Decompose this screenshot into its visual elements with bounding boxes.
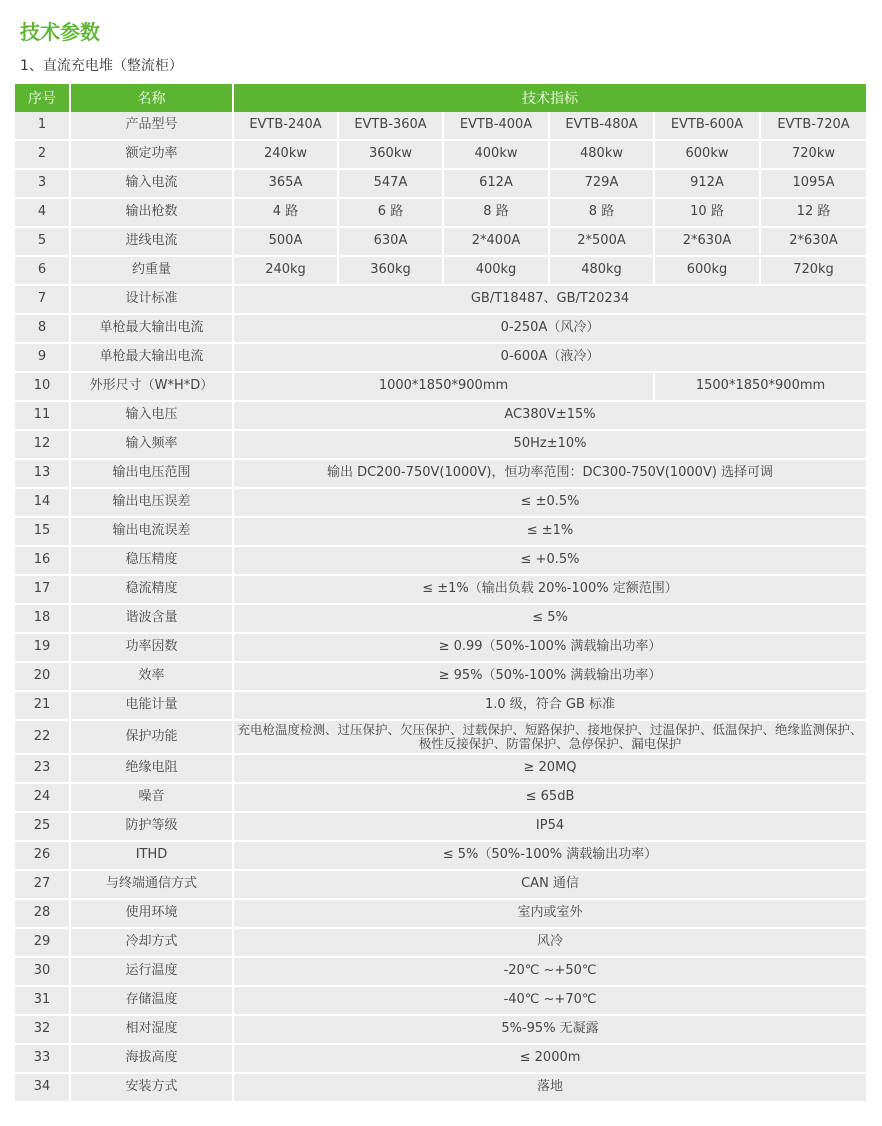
table-row (15, 576, 866, 605)
spec-value: 4 路 (234, 199, 339, 228)
table-row (15, 402, 866, 431)
row-number: 5 (15, 228, 71, 257)
row-name: 电能计量 (71, 692, 234, 721)
table-row (15, 460, 866, 489)
table-row (15, 518, 866, 547)
row-number: 13 (15, 460, 71, 489)
row-number: 4 (15, 199, 71, 228)
row-name: 稳压精度 (71, 547, 234, 576)
table-row (15, 286, 866, 315)
spec-value: ≥ 20MQ (234, 755, 866, 784)
table-row (15, 842, 866, 871)
row-number: 17 (15, 576, 71, 605)
spec-value: 240kg (234, 257, 339, 286)
spec-value: 0-250A（风冷） (234, 315, 866, 344)
row-number: 33 (15, 1045, 71, 1074)
spec-table (15, 84, 866, 1103)
row-name: 与终端通信方式 (71, 871, 234, 900)
spec-value: EVTB-360A (339, 112, 444, 141)
spec-value: 400kw (444, 141, 550, 170)
spec-value: 6 路 (339, 199, 444, 228)
table-row (15, 813, 866, 842)
table-row (15, 987, 866, 1016)
spec-value: ≥ 0.99（50%-100% 满载输出功率） (234, 634, 866, 663)
row-number: 1 (15, 112, 71, 141)
table-row (15, 663, 866, 692)
spec-value: EVTB-480A (550, 112, 655, 141)
spec-value: EVTB-720A (761, 112, 866, 141)
row-number: 9 (15, 344, 71, 373)
row-number: 8 (15, 315, 71, 344)
spec-value: ≥ 95%（50%-100% 满载输出功率） (234, 663, 866, 692)
row-name: 防护等级 (71, 813, 234, 842)
row-number: 26 (15, 842, 71, 871)
spec-value: 365A (234, 170, 339, 199)
row-name: 输出电压误差 (71, 489, 234, 518)
row-number: 34 (15, 1074, 71, 1103)
table-row (15, 315, 866, 344)
table-row (15, 431, 866, 460)
table-row (15, 634, 866, 663)
spec-value: EVTB-400A (444, 112, 550, 141)
table-row (15, 1016, 866, 1045)
spec-value: 室内或室外 (234, 900, 866, 929)
spec-value: 360kg (339, 257, 444, 286)
row-number: 31 (15, 987, 71, 1016)
row-number: 3 (15, 170, 71, 199)
row-name: 输入频率 (71, 431, 234, 460)
spec-value: 729A (550, 170, 655, 199)
spec-value: ≤ 2000m (234, 1045, 866, 1074)
spec-value: 2*630A (655, 228, 761, 257)
row-number: 15 (15, 518, 71, 547)
row-name: 单枪最大输出电流 (71, 344, 234, 373)
row-name: 保护功能 (71, 721, 234, 755)
spec-value: ≤ +0.5% (234, 547, 866, 576)
table-header-row (15, 84, 866, 112)
table-row (15, 228, 866, 257)
spec-value: ≤ ±1%（输出负载 20%-100% 定额范围） (234, 576, 866, 605)
row-name: 绝缘电阻 (71, 755, 234, 784)
spec-value: 5%-95% 无凝露 (234, 1016, 866, 1045)
spec-value: 1.0 级，符合 GB 标准 (234, 692, 866, 721)
row-number: 2 (15, 141, 71, 170)
section-subtitle: 1、直流充电堆（整流柜） (20, 58, 183, 74)
table-row (15, 871, 866, 900)
row-number: 27 (15, 871, 71, 900)
header-name: 名称 (71, 84, 234, 112)
row-number: 30 (15, 958, 71, 987)
row-name: 进线电流 (71, 228, 234, 257)
spec-value: ≤ ±1% (234, 518, 866, 547)
row-number: 20 (15, 663, 71, 692)
row-name: 输出枪数 (71, 199, 234, 228)
table-row (15, 344, 866, 373)
table-row (15, 755, 866, 784)
row-name: 输入电压 (71, 402, 234, 431)
spec-value: 480kg (550, 257, 655, 286)
row-number: 25 (15, 813, 71, 842)
spec-value: 8 路 (550, 199, 655, 228)
spec-value: 充电枪温度检测、过压保护、欠压保护、过载保护、短路保护、接地保护、过温保护、低温保护、绝缘监测保护、极性反接保护、防雷保护、急停保护、漏电保护 (234, 721, 866, 755)
spec-value: 12 路 (761, 199, 866, 228)
row-number: 23 (15, 755, 71, 784)
row-name: 功率因数 (71, 634, 234, 663)
header-spec: 技术指标 (234, 84, 866, 112)
spec-value: 612A (444, 170, 550, 199)
row-number: 12 (15, 431, 71, 460)
spec-value: 1095A (761, 170, 866, 199)
spec-value: AC380V±15% (234, 402, 866, 431)
row-number: 14 (15, 489, 71, 518)
spec-value: 912A (655, 170, 761, 199)
spec-value: 50Hz±10% (234, 431, 866, 460)
row-number: 21 (15, 692, 71, 721)
page-title: 技术参数 (20, 20, 100, 44)
spec-value: 1500*1850*900mm (655, 373, 866, 402)
spec-value: 10 路 (655, 199, 761, 228)
table-row (15, 373, 866, 402)
row-number: 28 (15, 900, 71, 929)
table-body (15, 112, 866, 1103)
row-number: 19 (15, 634, 71, 663)
table-row (15, 170, 866, 199)
spec-value: IP54 (234, 813, 866, 842)
row-name: 单枪最大输出电流 (71, 315, 234, 344)
row-number: 32 (15, 1016, 71, 1045)
row-name: 冷却方式 (71, 929, 234, 958)
table-row (15, 112, 866, 141)
spec-value: 落地 (234, 1074, 866, 1103)
row-name: 产品型号 (71, 112, 234, 141)
table-row (15, 605, 866, 634)
table-row (15, 721, 866, 755)
spec-value: 720kw (761, 141, 866, 170)
row-number: 10 (15, 373, 71, 402)
spec-value: 600kg (655, 257, 761, 286)
row-number: 6 (15, 257, 71, 286)
spec-value: 输出 DC200-750V(1000V)，恒功率范围：DC300-750V(1000V) 选择可调 (234, 460, 866, 489)
spec-value: ≤ 5% (234, 605, 866, 634)
spec-value: 600kw (655, 141, 761, 170)
row-name: 设计标准 (71, 286, 234, 315)
row-name: 输入电流 (71, 170, 234, 199)
spec-value: ≤ 65dB (234, 784, 866, 813)
row-name: 输出电压范围 (71, 460, 234, 489)
spec-value: EVTB-600A (655, 112, 761, 141)
spec-value: -40℃ ~+70℃ (234, 987, 866, 1016)
row-name: 安装方式 (71, 1074, 234, 1103)
spec-value: 720kg (761, 257, 866, 286)
row-name: 使用环境 (71, 900, 234, 929)
spec-value: 风冷 (234, 929, 866, 958)
row-name: 输出电流误差 (71, 518, 234, 547)
row-name: 存储温度 (71, 987, 234, 1016)
row-name: 额定功率 (71, 141, 234, 170)
spec-value: 8 路 (444, 199, 550, 228)
row-name: 海拔高度 (71, 1045, 234, 1074)
row-name: 运行温度 (71, 958, 234, 987)
row-name: ITHD (71, 842, 234, 871)
row-name: 外形尺寸（W*H*D） (71, 373, 234, 402)
table-row (15, 199, 866, 228)
spec-value: -20℃ ~+50℃ (234, 958, 866, 987)
spec-value: 360kw (339, 141, 444, 170)
table-row (15, 929, 866, 958)
table-row (15, 547, 866, 576)
spec-value: 240kw (234, 141, 339, 170)
row-number: 29 (15, 929, 71, 958)
spec-value: 480kw (550, 141, 655, 170)
spec-value: 2*630A (761, 228, 866, 257)
spec-value: CAN 通信 (234, 871, 866, 900)
spec-value: EVTB-240A (234, 112, 339, 141)
row-number: 24 (15, 784, 71, 813)
table-row (15, 1045, 866, 1074)
spec-value: ≤ 5%（50%-100% 满载输出功率） (234, 842, 866, 871)
row-number: 11 (15, 402, 71, 431)
row-name: 效率 (71, 663, 234, 692)
table-row (15, 784, 866, 813)
row-number: 22 (15, 721, 71, 755)
spec-value: 400kg (444, 257, 550, 286)
spec-value: 1000*1850*900mm (234, 373, 655, 402)
row-name: 谐波含量 (71, 605, 234, 634)
table-row (15, 692, 866, 721)
row-number: 16 (15, 547, 71, 576)
spec-value: 2*500A (550, 228, 655, 257)
table-row (15, 958, 866, 987)
row-name: 相对湿度 (71, 1016, 234, 1045)
row-number: 7 (15, 286, 71, 315)
table-row (15, 141, 866, 170)
spec-value: 500A (234, 228, 339, 257)
row-name: 稳流精度 (71, 576, 234, 605)
spec-value: 630A (339, 228, 444, 257)
table-row (15, 489, 866, 518)
row-name: 噪音 (71, 784, 234, 813)
row-number: 18 (15, 605, 71, 634)
spec-value: GB/T18487、GB/T20234 (234, 286, 866, 315)
table-row (15, 900, 866, 929)
spec-value: ≤ ±0.5% (234, 489, 866, 518)
row-name: 约重量 (71, 257, 234, 286)
table-row (15, 257, 866, 286)
spec-value: 0-600A（液冷） (234, 344, 866, 373)
spec-value: 2*400A (444, 228, 550, 257)
table-row (15, 1074, 866, 1103)
header-no: 序号 (15, 84, 71, 112)
spec-value: 547A (339, 170, 444, 199)
